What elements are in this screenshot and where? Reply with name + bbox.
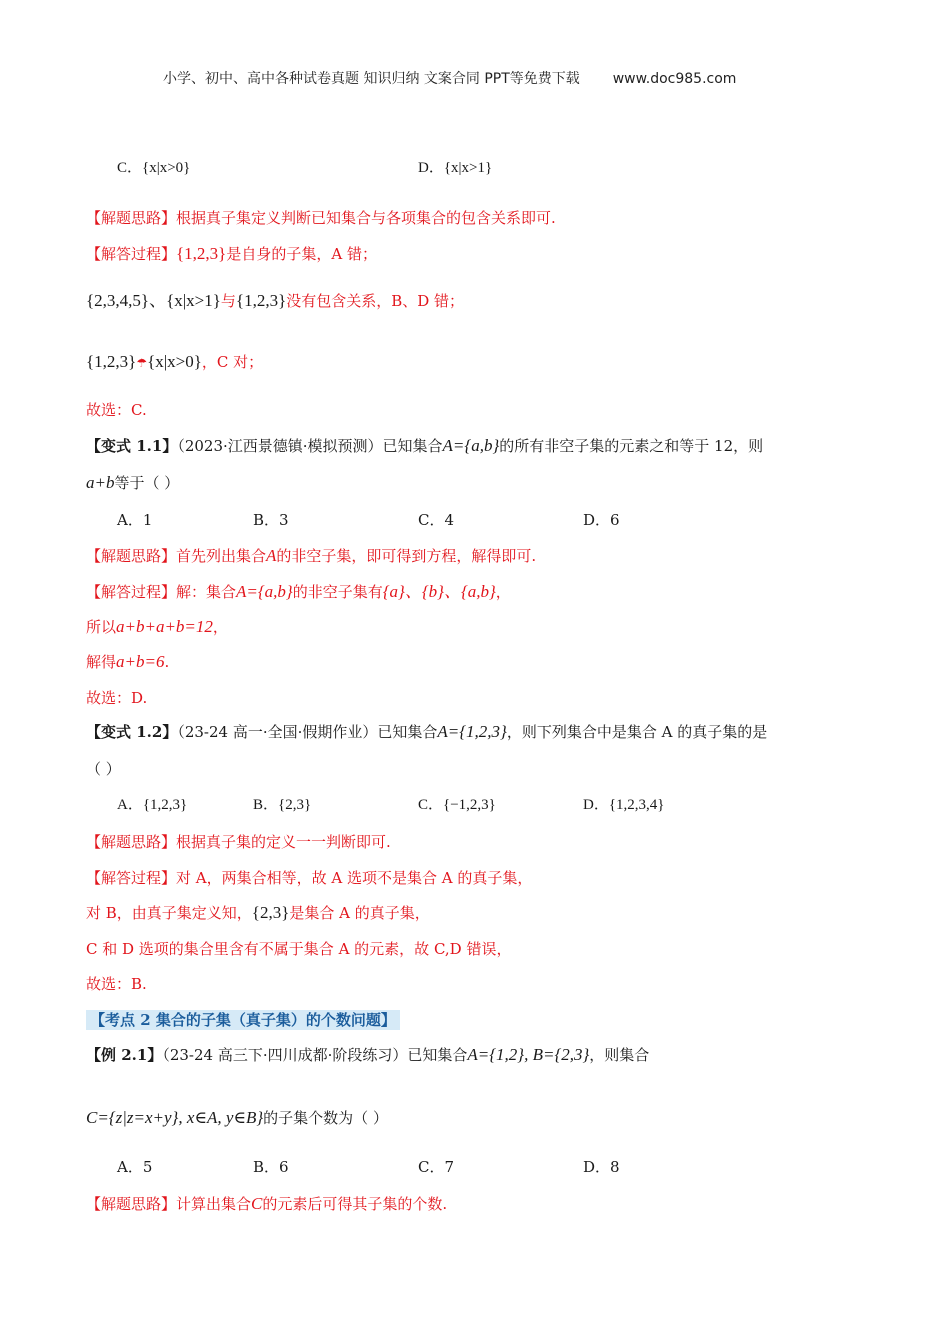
section-title: 【考点 2 集合的子集（真子集）的个数问题】 bbox=[86, 1010, 400, 1030]
process-text-3: ， bbox=[495, 583, 511, 601]
process-text: 解：集合 bbox=[176, 583, 237, 601]
math-set: A={a,b} bbox=[236, 582, 293, 601]
v11-process-2 bbox=[86, 616, 228, 638]
process-text: 对 A，两集合相等，故 A 选项不是集合 A 的真子集， bbox=[176, 869, 533, 887]
v11-option-d: D．6 bbox=[583, 511, 620, 529]
subset-symbol-icon: ☂ bbox=[136, 356, 148, 370]
header-site-text: 小学、初中、高中各种试卷真题 知识归纳 文案合同 PPT等免费下载 bbox=[163, 71, 580, 87]
v11-thinking bbox=[86, 545, 536, 567]
thinking-text: 首先列出集合 bbox=[176, 547, 267, 565]
v11-stem-line-2 bbox=[86, 472, 179, 494]
process-label: 【解答过程】 bbox=[86, 245, 177, 263]
thinking-text: 根据真子集定义判断已知集合与各项集合的包含关系即可. bbox=[176, 209, 556, 227]
question-stem: 的所有非空子集的元素之和等于 12，则 bbox=[499, 437, 764, 455]
v12-option-a: A．{1,2,3} bbox=[117, 797, 188, 813]
math-var: A bbox=[266, 546, 277, 565]
v12-option-c: C．{−1,2,3} bbox=[418, 797, 496, 813]
ex21-option-b: B．6 bbox=[253, 1158, 289, 1176]
question-source: （23-24 高一·全国·假期作业）已知集合 bbox=[177, 723, 438, 741]
process-text-2: 的非空子集有 bbox=[292, 583, 383, 601]
q0-process-2 bbox=[86, 290, 464, 312]
question-stem: 等于（ ） bbox=[114, 474, 180, 492]
thinking-text-2: 的元素后可得其子集的个数. bbox=[262, 1195, 448, 1213]
question-stem: ，则集合 bbox=[589, 1046, 650, 1064]
process-label: 【解答过程】 bbox=[86, 583, 177, 601]
v12-stem-line-1 bbox=[86, 721, 767, 743]
process-label: 【解答过程】 bbox=[86, 869, 177, 887]
math-set: {2,3} bbox=[251, 903, 290, 922]
ex21-option-d: D．8 bbox=[583, 1158, 620, 1176]
question-source: （2023·江西景德镇·模拟预测）已知集合 bbox=[177, 437, 443, 455]
process-text: 解得 bbox=[86, 653, 117, 671]
process-text: 没有包含关系，B、D 错； bbox=[286, 292, 465, 310]
math-subsets: {a}、{b}、{a,b} bbox=[382, 582, 496, 601]
math-eq: a+b=6 bbox=[116, 652, 165, 671]
math-set: A={a,b} bbox=[442, 436, 500, 455]
thinking-text: 计算出集合 bbox=[176, 1195, 252, 1213]
process-text-2: . bbox=[164, 653, 170, 671]
question-source: （23-24 高三下·四川成都·阶段练习）已知集合 bbox=[162, 1046, 468, 1064]
header-url[interactable]: www.doc985.com bbox=[612, 71, 737, 87]
question-tag: 【例 2.1】 bbox=[86, 1046, 163, 1064]
math-set: {1,2,3} bbox=[86, 352, 137, 371]
math-sets: A={1,2}, B={2,3} bbox=[467, 1045, 590, 1064]
question-tag: 【变式 1.1】 bbox=[86, 437, 178, 455]
ex21-stem-line-1 bbox=[86, 1044, 649, 1066]
math-set: A={1,2,3} bbox=[437, 722, 507, 741]
q0-process-1 bbox=[86, 243, 377, 265]
v11-stem-line-1 bbox=[86, 435, 763, 457]
v11-option-b: B．3 bbox=[253, 511, 289, 529]
section-2-heading bbox=[86, 1009, 400, 1031]
v12-answer: 故选：B. bbox=[86, 975, 147, 993]
question-tag: 【变式 1.2】 bbox=[86, 723, 178, 741]
math-set-builder: C={z|z=x+y}, x∈A, y∈B} bbox=[86, 1108, 264, 1127]
v12-option-b: B．{2,3} bbox=[253, 797, 312, 813]
process-text-mid: 与 bbox=[220, 292, 236, 310]
v11-option-c: C．4 bbox=[418, 511, 455, 529]
v12-process-3: C 和 D 选项的集合里含有不属于集合 A 的元素，故 C,D 错误， bbox=[86, 940, 512, 958]
v12-option-d: D．{1,2,3,4} bbox=[583, 797, 665, 813]
math-sets: {2,3,4,5}、{x|x>1} bbox=[86, 291, 221, 310]
thinking-label: 【解题思路】 bbox=[86, 209, 177, 227]
q0-answer: 故选：C. bbox=[86, 401, 147, 419]
option-c: C．{x|x>0} bbox=[117, 160, 191, 176]
thinking-label: 【解题思路】 bbox=[86, 547, 177, 565]
v12-thinking bbox=[86, 831, 391, 853]
v12-process-1 bbox=[86, 867, 532, 889]
thinking-label: 【解题思路】 bbox=[86, 1195, 177, 1213]
question-stem: 的子集个数为（ ） bbox=[263, 1109, 388, 1127]
math-var: C bbox=[251, 1194, 263, 1213]
process-text-2: 是集合 A 的真子集， bbox=[289, 904, 430, 922]
math-set: {1,2,3} bbox=[176, 244, 227, 263]
v11-process-3 bbox=[86, 651, 169, 673]
v12-process-2 bbox=[86, 902, 430, 924]
thinking-text-2: 的非空子集，即可得到方程，解得即可. bbox=[276, 547, 537, 565]
ex21-option-a: A．5 bbox=[117, 1158, 153, 1176]
math-set-2: {x|x>0} bbox=[147, 352, 202, 371]
v11-answer: 故选：D. bbox=[86, 689, 148, 707]
q0-thinking bbox=[86, 207, 556, 229]
q0-process-3 bbox=[86, 351, 263, 374]
process-text: 是自身的子集，A 错； bbox=[226, 245, 377, 263]
v11-option-a: A．1 bbox=[117, 511, 153, 529]
process-text: 对 B，由真子集定义知， bbox=[86, 904, 252, 922]
process-text-2: ， bbox=[212, 618, 228, 636]
v11-process-1 bbox=[86, 581, 511, 603]
question-stem: ，则下列集合中是集合 A 的真子集的是 bbox=[506, 723, 768, 741]
option-d: D．{x|x>1} bbox=[418, 160, 493, 176]
thinking-label: 【解题思路】 bbox=[86, 833, 177, 851]
thinking-text: 根据真子集的定义一一判断即可. bbox=[176, 833, 391, 851]
ex21-thinking bbox=[86, 1193, 447, 1215]
process-text: ，C 对； bbox=[201, 353, 264, 371]
ex21-option-c: C．7 bbox=[418, 1158, 455, 1176]
math-eq: a+b+a+b=12 bbox=[116, 617, 213, 636]
process-text: 所以 bbox=[86, 618, 117, 636]
math-set-2: {1,2,3} bbox=[235, 291, 287, 310]
ex21-stem-line-2 bbox=[86, 1107, 388, 1129]
v12-stem-line-2: （ ） bbox=[86, 760, 121, 778]
math-expr: a+b bbox=[86, 473, 115, 492]
page-header bbox=[163, 68, 736, 90]
